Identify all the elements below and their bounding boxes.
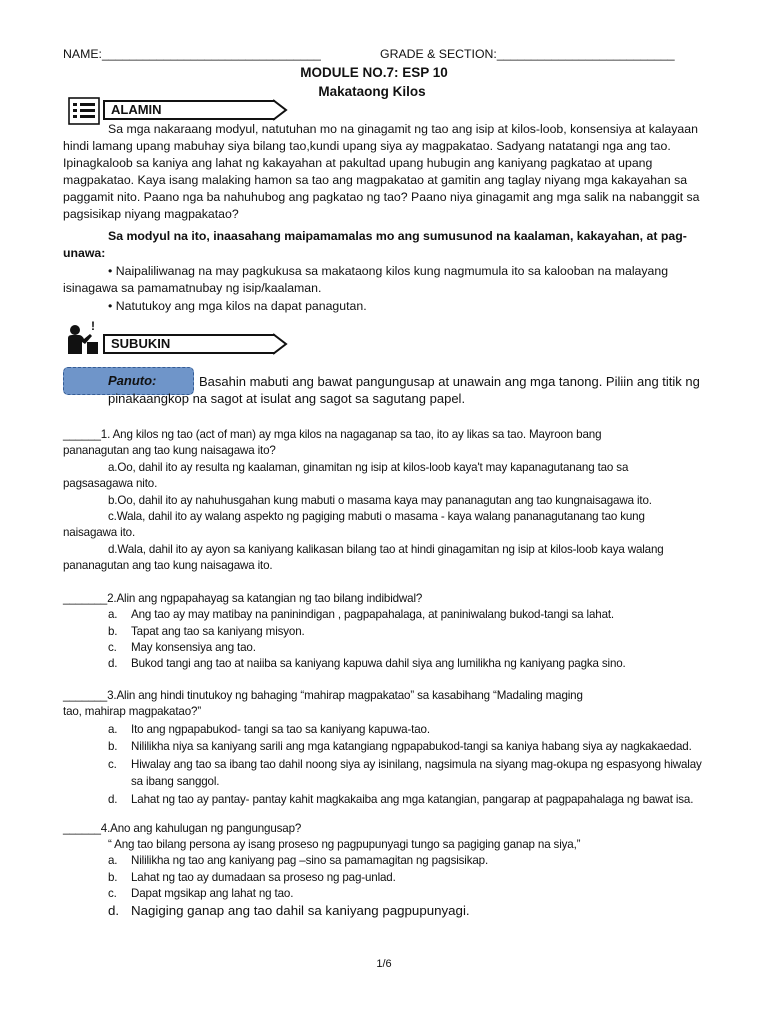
alamin-label: ALAMIN [111, 102, 162, 117]
question-3-option-d-letter[interactable]: d. [108, 793, 118, 806]
question-1-option-b[interactable]: b.Oo, dahil ito ay nahuhusgahan kung mabuti o masama kaya may pananagutan ang tao kungnaisagawa ito. [108, 494, 652, 507]
instruction-text: Basahin mabuti ang bawat pangungusap at unawain ang mga tanong. Piliin ang titik ng [199, 374, 700, 389]
question-2-option-b-letter[interactable]: b. [108, 625, 118, 638]
question-2-stem: _______2.Alin ang ngpapahayag sa katangian ng tao bilang indibidwal? [63, 592, 423, 605]
question-4-option-b[interactable]: Lahat ng tao ay dumadaan sa proseso ng pag-unlad. [131, 871, 396, 884]
question-3-option-b-letter[interactable]: b. [108, 740, 118, 753]
grade-section-field[interactable]: GRADE & SECTION:__________________________ [380, 47, 675, 61]
objective-item: • Natutukoy ang mga kilos na dapat panagutan. [108, 299, 367, 313]
question-3-option-a[interactable]: Ito ang ngpapabukod- tangi sa tao sa kaniyang kapuwa-tao. [131, 723, 430, 736]
question-3-stem-cont: tao, mahirap magpakatao?” [63, 705, 202, 718]
question-3-option-c-cont: sa ibang sanggol. [131, 775, 220, 788]
question-4-option-b-letter[interactable]: b. [108, 871, 118, 884]
svg-text:!: ! [91, 319, 95, 333]
module-subtitle: Makataong Kilos [318, 84, 426, 99]
alamin-section-tag [103, 100, 275, 120]
question-2-option-a-letter[interactable]: a. [108, 608, 118, 621]
alamin-arrow-icon [273, 97, 289, 123]
question-2-option-d[interactable]: Bukod tangi ang tao at naiiba sa kaniyang kapuwa dahil siya ang lumilikha ng kaniyang pagka sino. [131, 657, 626, 670]
question-4-quote: “ Ang tao bilang persona ay isang proseso ng pagpupunyagi tungo sa pagiging ganap na siya,” [108, 838, 581, 851]
subukin-arrow-icon [273, 331, 289, 357]
list-icon [68, 97, 100, 125]
objective-item-cont: isinagawa sa pamamatnubay ng isip/kaalaman. [63, 281, 322, 295]
question-1-option-c-cont: naisagawa ito. [63, 526, 136, 539]
panuto-label: Panuto: [108, 373, 157, 388]
name-field[interactable]: NAME:________________________________ [63, 47, 321, 61]
question-1-stem: ______1. Ang kilos ng tao (act of man) ay mga kilos na nagaganap sa tao, ito ay likas sa tao. Mayroon bang [63, 428, 602, 441]
question-3-option-a-letter[interactable]: a. [108, 723, 118, 736]
alamin-line: Ipinagkaloob sa kaniya ang lahat ng kakayahan at pakultad upang hubugin ang kaniyang pagkatao at upang [63, 156, 653, 170]
question-1-option-c[interactable]: c.Wala, dahil ito ay walang aspekto ng pagiging mabuti o masama - kaya walang pananagutanang tao kung [108, 510, 645, 523]
question-2-option-d-letter[interactable]: d. [108, 657, 118, 670]
question-4-option-a[interactable]: Nililikha ng tao ang kaniyang pag –sino sa pamamagitan ng pagsisikap. [131, 854, 489, 867]
page-number: 1/6 [376, 958, 392, 970]
question-4-stem: ______4.Ano ang kahulugan ng pangungusap? [63, 822, 302, 835]
subukin-section-tag [103, 334, 275, 354]
question-3-option-d[interactable]: Lahat ng tao ay pantay- pantay kahit magkakaiba ang mga katangian, pangarap at pagpapahalaga ng bawat isa. [131, 793, 694, 806]
question-3-option-b[interactable]: Nililikha niya sa kaniyang sarili ang mga katangiang ngpapabukod-tangi sa kaniya habang siya ay nagkakaedad. [131, 740, 692, 753]
question-2-option-c[interactable]: May konsensiya ang tao. [131, 641, 256, 654]
question-4-option-c[interactable]: Dapat mgsikap ang lahat ng tao. [131, 887, 294, 900]
alamin-line: magpakatao. Kaya isang malaking hamon sa tao ang magpakatao at gamitin ang taglay niyang mga kakayahan sa [63, 173, 688, 187]
question-1-option-a-cont: pagsasagawa nito. [63, 477, 158, 490]
alamin-line: hindi lamang upang mabuhay siya bilang tao,kundi upang siya ay magpakatao. Sadyang natatangi nga ang tao. [63, 139, 671, 153]
objectives-heading-cont: unawa: [63, 246, 106, 260]
instruction-text-cont: pinakaangkop na sagot at isulat ang sagot sa sagutang papel. [108, 391, 466, 406]
question-4-option-d[interactable]: Nagiging ganap ang tao dahil sa kaniyang pagpupunyagi. [131, 903, 470, 918]
question-3-option-c-letter[interactable]: c. [108, 758, 117, 771]
question-2-option-b[interactable]: Tapat ang tao sa kaniyang misyon. [131, 625, 305, 638]
alamin-line: Sa mga nakaraang modyul, natutuhan mo na ginagamit ng tao ang isip at kilos-loob, konsensiya at kalayaan [108, 122, 698, 136]
question-2-option-c-letter[interactable]: c. [108, 641, 117, 654]
subukin-label: SUBUKIN [111, 336, 171, 351]
alamin-line: paggamit nito. Paano nga ba nahuhubog ang pagkatao ng tao? Paano niya ginagamit ang mga salik na nabanggit sa [63, 190, 700, 204]
question-1-option-d-cont: pananagutan ang tao kung naisagawa ito. [63, 559, 273, 572]
alamin-line: pagsisikap niyang magpakatao? [63, 207, 239, 221]
question-3-stem: _______3.Alin ang hindi tinutukoy ng bahaging “mahirap magpakatao” sa kasabihang “Madaling maging [63, 689, 583, 702]
objective-item: • Naipaliliwanag na may pagkukusa sa makataong kilos kung nagmumula ito sa kalooban na malayang [108, 264, 669, 278]
objectives-heading: Sa modyul na ito, inaasahang maipamamalas mo ang sumusunod na kaalaman, kakayahan, at pag- [108, 229, 687, 243]
question-1-option-a[interactable]: a.Oo, dahil ito ay resulta ng kaalaman, ginamitan ng isip at kilos-loob kaya't may kapanagutanang tao sa [108, 461, 629, 474]
question-3-option-c[interactable]: Hiwalay ang tao sa ibang tao dahil noong siya ay isinilang, nagsimula na siyang mag-okupa ng espasyong hiwalay [131, 758, 702, 771]
question-4-option-c-letter[interactable]: c. [108, 887, 117, 900]
question-4-option-d-letter[interactable]: d. [108, 903, 120, 918]
teacher-icon [66, 318, 100, 356]
module-title: MODULE NO.7: ESP 10 [300, 65, 448, 80]
question-1-stem-cont: pananagutan ang tao kung naisagawa ito? [63, 444, 276, 457]
question-2-option-a[interactable]: Ang tao ay may matibay na paninindigan , pagpapahalaga, at paniniwalang bukod-tangi sa lahat. [131, 608, 615, 621]
question-4-option-a-letter[interactable]: a. [108, 854, 118, 867]
question-1-option-d[interactable]: d.Wala, dahil ito ay ayon sa kaniyang kalikasan bilang tao at hindi ginagamitan ng isip at kilos-loob kaya walang [108, 543, 664, 556]
